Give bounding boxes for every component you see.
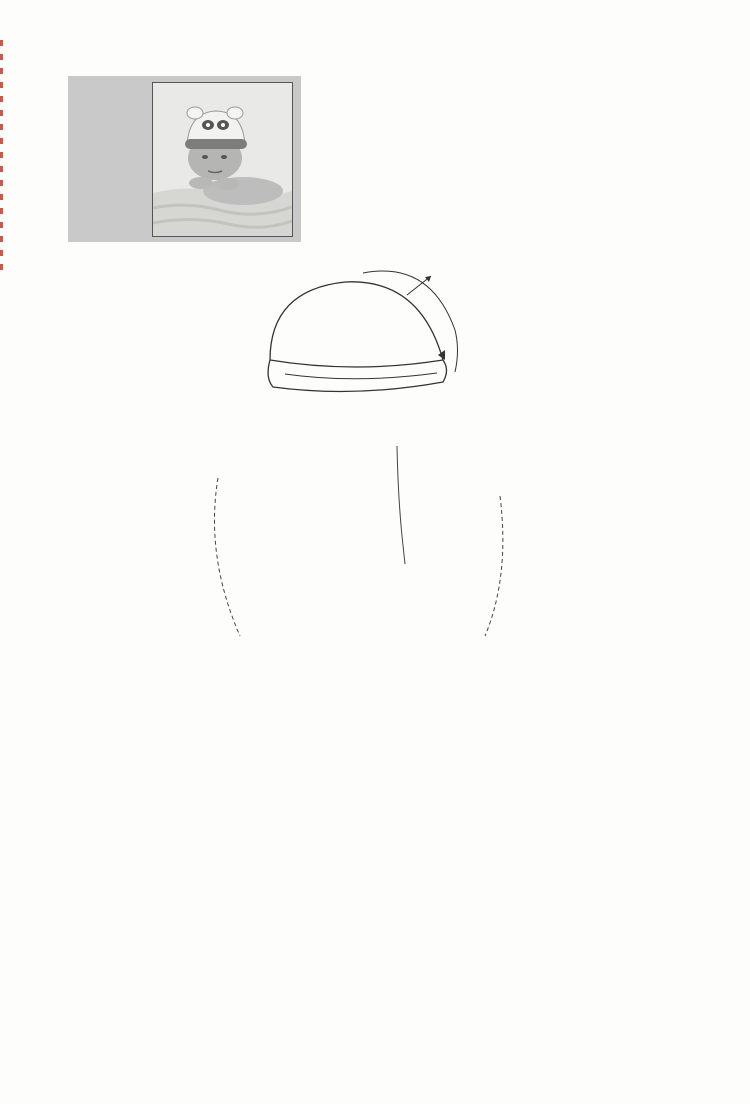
hat-body-stitch-chart	[200, 436, 530, 768]
baby-in-hat-photo-icon	[153, 83, 292, 236]
size-diagram	[255, 260, 485, 395]
baby-photo	[152, 82, 293, 237]
ear-stitch-chart	[255, 808, 480, 958]
page-edge-mark	[0, 40, 3, 270]
